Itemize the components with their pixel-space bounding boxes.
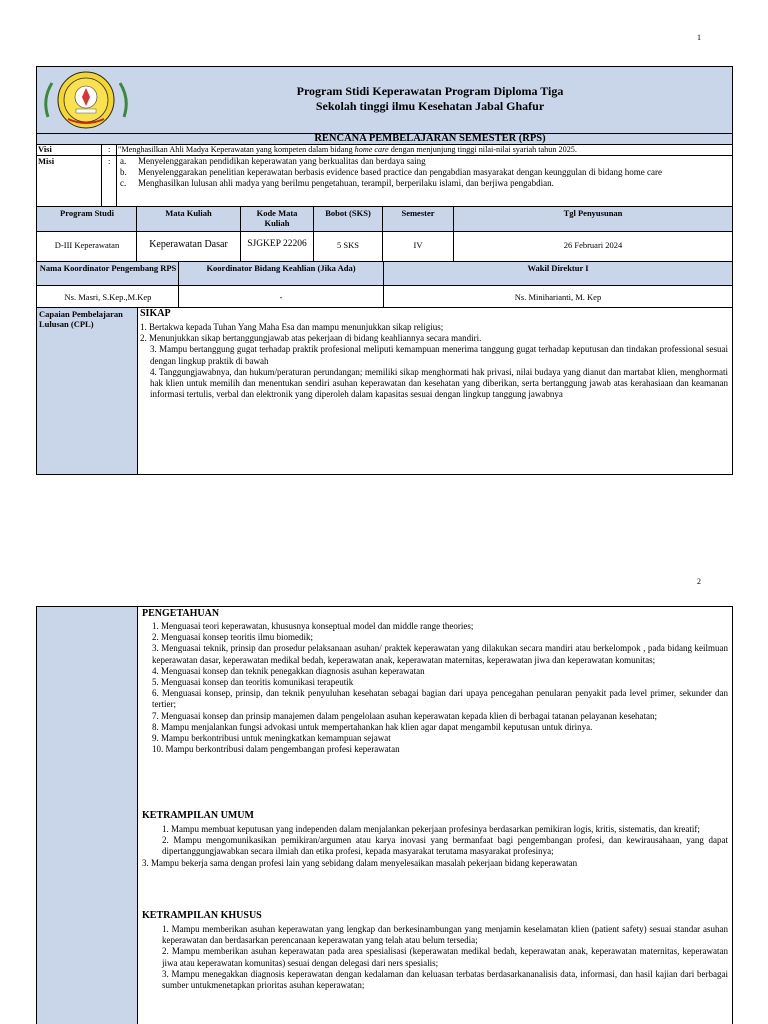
coord-header-developer: Nama Koordinator Pengembang RPS xyxy=(39,263,177,273)
visi-label: Visi xyxy=(38,144,52,154)
misi-item: Menyelenggarakan pendidikan keperawatan yang berkualitas dan berdaya saing xyxy=(138,156,426,166)
ketrampilan-umum-item: 2. Mampu mengomunikasikan pemikiran/argumen atau karya inovasi yang bermanfaat bagi pengembangan profesi, dan kewirausahaan, yang dapat dipertanggungjawabkan secara ilmiah dan etika profesi, kepada masyarakat terutama masyarakat profesinya; xyxy=(162,835,728,857)
course-value-program: D-III Keperawatan xyxy=(54,240,120,250)
ketrampilan-umum-item: 3. Mampu bekerja sama dengan profesi lain yang sebidang dalam menyelesaikan masalah pekerjaan bidang keperawatan xyxy=(142,857,578,868)
course-header-code: Kode Mata Kuliah xyxy=(256,208,298,228)
course-header-program: Program Studi xyxy=(60,208,114,218)
course-value-date: 26 Februari 2024 xyxy=(563,240,623,250)
pengetahuan-item: 5. Menguasai konsep dan teoritis komunikasi terapeutik xyxy=(152,677,354,688)
pengetahuan-heading: PENGETAHUAN xyxy=(142,608,220,619)
cpl-label: Capaian Pembelajaran Lulusan (CPL) xyxy=(39,309,123,329)
cpl-label-band xyxy=(37,307,137,474)
course-value-semester: IV xyxy=(413,240,423,250)
pengetahuan-item: 4. Menguasai konsep dan teknik penegakkan diagnosis asuhan keperawatan xyxy=(152,665,425,676)
sikap-heading: SIKAP xyxy=(140,308,171,319)
ketrampilan-umum-heading: KETRAMPILAN UMUM xyxy=(142,810,254,821)
pengetahuan-item: 9. Mampu berkontribusi untuk meningkatkan kemampuan sejawat xyxy=(152,733,391,744)
sikap-list xyxy=(140,322,728,400)
misi-marker: c. xyxy=(120,178,127,188)
course-value-subject: Keperawatan Dasar xyxy=(149,239,228,250)
coord-value-developer: Ns. Masri, S.Kep.,M.Kep xyxy=(64,292,152,302)
sikap-item: 2. Menunjukkan sikap bertanggungjawab atas pekerjaan di bidang keahliannya secara mandiri. xyxy=(140,333,482,344)
pengetahuan-list xyxy=(142,621,728,755)
misi-item: Menghasilkan lulusan ahli madya yang berilmu pengetahuan, terampil, berperilaku islami, dan berjiwa pengabdian. xyxy=(138,178,554,188)
course-value-credits: 5 SKS xyxy=(337,240,359,250)
course-header-date: Tgl Penyusunan xyxy=(563,208,623,218)
ketrampilan-khusus-heading: KETRAMPILAN KHUSUS xyxy=(142,910,262,921)
ketrampilan-khusus-item: 3. Mampu menegakkan diagnosis keperawatan dengan kedalaman dan keluasan terbatas berdasarkananalisis data, informasi, dan hasil kajian dari berbagai sumber untukmenetapkan prioritas asuhan keperawatan; xyxy=(162,968,728,991)
misi-marker: b. xyxy=(120,167,127,177)
pengetahuan-item: 7. Menguasai konsep dan prinsip manajemen dalam pengelolaan asuhan keperawatan kepada klien di berbagai tatanan pelayanan kesehatan; xyxy=(152,710,658,721)
pengetahuan-item: 3. Menguasai teknik, prinsip dan prosedur pelaksanaan asuhan/ praktek keperawatan yang dilakukan secara mandiri atau berkelompok , pada bidang keilmuan keperawatan dasar, keperawatan medikal bedah, keperawatan anak, keperawatan maternitas, keperawatan jiwa dan keperawatan komunitas; xyxy=(152,643,728,665)
visi-colon: : xyxy=(108,144,111,154)
ketrampilan-khusus-item: 1. Mampu memberikan asuhan keperawatan yang lengkap dan berkesinambungan yang menjamin keselamatan klien (patient safety) sesuai standar asuhan keperawatan dan berdasarkan perencanaan keperawatan yang telah atau belum tersedia; xyxy=(162,924,728,946)
misi-marker: a. xyxy=(120,156,127,166)
coord-value-vice-director: Ns. Minihariantì, M. Kep xyxy=(514,292,602,302)
pengetahuan-item: 2. Menguasai konsep teoritis ilmu biomedik; xyxy=(152,632,313,643)
misi-list xyxy=(120,156,730,189)
pengetahuan-item: 1. Menguasai teori keperawatan, khususnya konseptual model dan middle range theories; xyxy=(152,621,474,631)
sikap-item: 1. Bertakwa kepada Tuhan Yang Maha Esa dan mampu menunjukkan sikap religius; xyxy=(140,322,444,332)
coord-value-expertise: - xyxy=(279,292,283,302)
page2-label-band xyxy=(37,607,137,1024)
course-header-subject: Mata Kuliah xyxy=(165,208,212,218)
header-line2: Sekolah tinggi ilmu Kesehatan Jabal Ghafur xyxy=(315,99,545,113)
pengetahuan-item: 6. Menguasai konsep, prinsip, dan teknik penyuluhan kesehatan sebagai bagian dari upaya pencegahan penularan penyakit pada level primer, sekunder dan tertier; xyxy=(152,688,728,710)
ketrampilan-khusus-item: 2. Mampu memberikan asuhan keperawatan pada area spesialisasi (keperawatan medikal bedah, keperawatan anak, keperawatan maternitas, keperawatan jiwa atau keperawatan komunitas) sesuai dengan delegasi dari ners spesialis; xyxy=(162,946,728,968)
pengetahuan-item: 8. Mampu menjalankan fungsi advokasi untuk mempertahankan hak klien agar dapat mengambil keputusan untuk dirinya. xyxy=(152,721,593,732)
coord-header-vice-director: Wakil Direktur I xyxy=(527,263,589,273)
course-header-semester: Semester xyxy=(401,208,435,218)
pengetahuan-item: 10. Mampu berkontribusi dalam pengembangan profesi keperawatan xyxy=(152,744,400,755)
page-number-1: 1 xyxy=(697,33,701,42)
misi-item: Menyelenggarakan penelitian keperawatan berbasis evidence based practice dan pengabdian masyarakat dengan keunggulan di bidang home care xyxy=(138,167,663,177)
coord-header-expertise: Koordinator Bidang Keahlian (Jika Ada) xyxy=(206,263,356,273)
misi-colon: : xyxy=(108,156,111,166)
page-number-2: 2 xyxy=(697,577,701,586)
ketrampilan-khusus-list xyxy=(142,924,728,991)
ketrampilan-umum-item: 1. Mampu membuat keputusan yang independen dalam menjalankan pekerjaan profesinya berdasarkan pemikiran logis, kritis, sistematis, dan kreatif; xyxy=(162,824,700,834)
sikap-item: 4. Tanggungjawabnya, dan hukum/peraturan perundangan; memiliki sikap menghormati hak privasi, nilai budaya yang dianut dan martabat klien, menghormati hak klien untuk memilih dan menentukan sendiri asuhan keperawatan dan kesehatan yang diberikan, serta bertanggung jawab atas kerahasiaan dan keamanan informasi tertulis, verbal dan elektronik yang diperoleh dalam kapasitas sesuai dengan lingkup tanggung jawabnya xyxy=(150,366,728,400)
rps-title: RENCANA PEMBELAJARAN SEMESTER (RPS) xyxy=(314,133,546,144)
course-header-credits: Bobot (SKS) xyxy=(325,208,371,218)
course-value-code: SJGKEP 22206 xyxy=(247,239,307,249)
misi-label: Misi xyxy=(38,156,55,166)
visi-text: "Menghasilkan Ahli Madya Keperawatan yang kompeten dalam bidang home care dengan menjunjung tinggi nilai-nilai syariah tahun 2025. xyxy=(118,145,577,154)
institution-logo xyxy=(38,69,134,131)
sikap-item: 3. Mampu bertanggung gugat terhadap praktik profesional meliputi kemampuan menerima tanggung gugat terhadap keputusan dan tindakan professional sesuai dengan lingkup praktik di bawah xyxy=(150,344,728,366)
header-line1: Program Stidi Keperawatan Program Diploma Tiga xyxy=(296,84,564,98)
ketrampilan-umum-list xyxy=(142,824,728,869)
